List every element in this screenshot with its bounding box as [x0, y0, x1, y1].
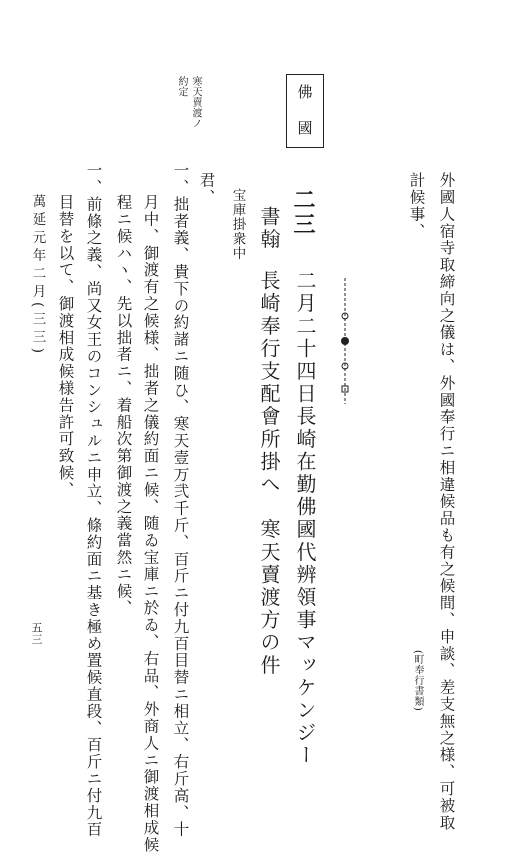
document-number: 二三 [290, 188, 316, 238]
body-line-4: 一、前條之義、尚又女王のコンシュルニ申立、條約面ニ基き極め置候直段、百斤ニ付九百 [84, 162, 103, 838]
section-header-char-1: 佛 [297, 83, 313, 101]
margin-note-line-1: 寒天賣渡ノ [190, 76, 201, 129]
salutation: 君、 [197, 172, 216, 206]
body-line-5: 目替を以て、御渡相成候様告許可致候、 [56, 194, 75, 499]
document-title-line-1: 二月二十四日長崎在勤佛國代辨領事マッケンジー [293, 270, 317, 768]
ornament-divider [339, 276, 351, 406]
document-title-sender: 書翰 [257, 206, 281, 252]
page-number: 五三 [30, 622, 43, 645]
prev-doc-line-2: 計候事、 [407, 172, 426, 240]
document-title-line-2: 長崎奉行支配會所掛へ 寒天賣渡方の件 [257, 270, 281, 677]
prev-doc-line-1: 外國人宿寺取締向之儀は、外國奉行ニ相違候品も有之候間、申談、差支無之様、可被取 [437, 172, 456, 832]
era-date: 萬延元年二月(三三) [29, 194, 46, 358]
section-header-char-2: 國 [297, 119, 313, 137]
body-line-2: 月中、御渡有之候様、拙者之儀約面ニ候、随ゐ宝庫ニ於ゐ、右品、外商人ニ御渡相成候 [141, 194, 160, 853]
addressee: 宝庫掛衆中 [229, 188, 246, 261]
body-line-1: 一、拙者義、貴下の約諸ニ随ひ、寒天壹万弐千斤、百斤ニ付九百目替ニ相立、右斤高、十 [171, 162, 190, 838]
source-citation: (町奉行書類) [412, 650, 423, 712]
margin-note-line-2: 約定 [176, 76, 187, 97]
section-header-box [286, 74, 324, 148]
body-line-3: 程ニ候ハヽ、先以拙者ニ、着船次第御渡之義當然ニ候、 [114, 194, 133, 617]
